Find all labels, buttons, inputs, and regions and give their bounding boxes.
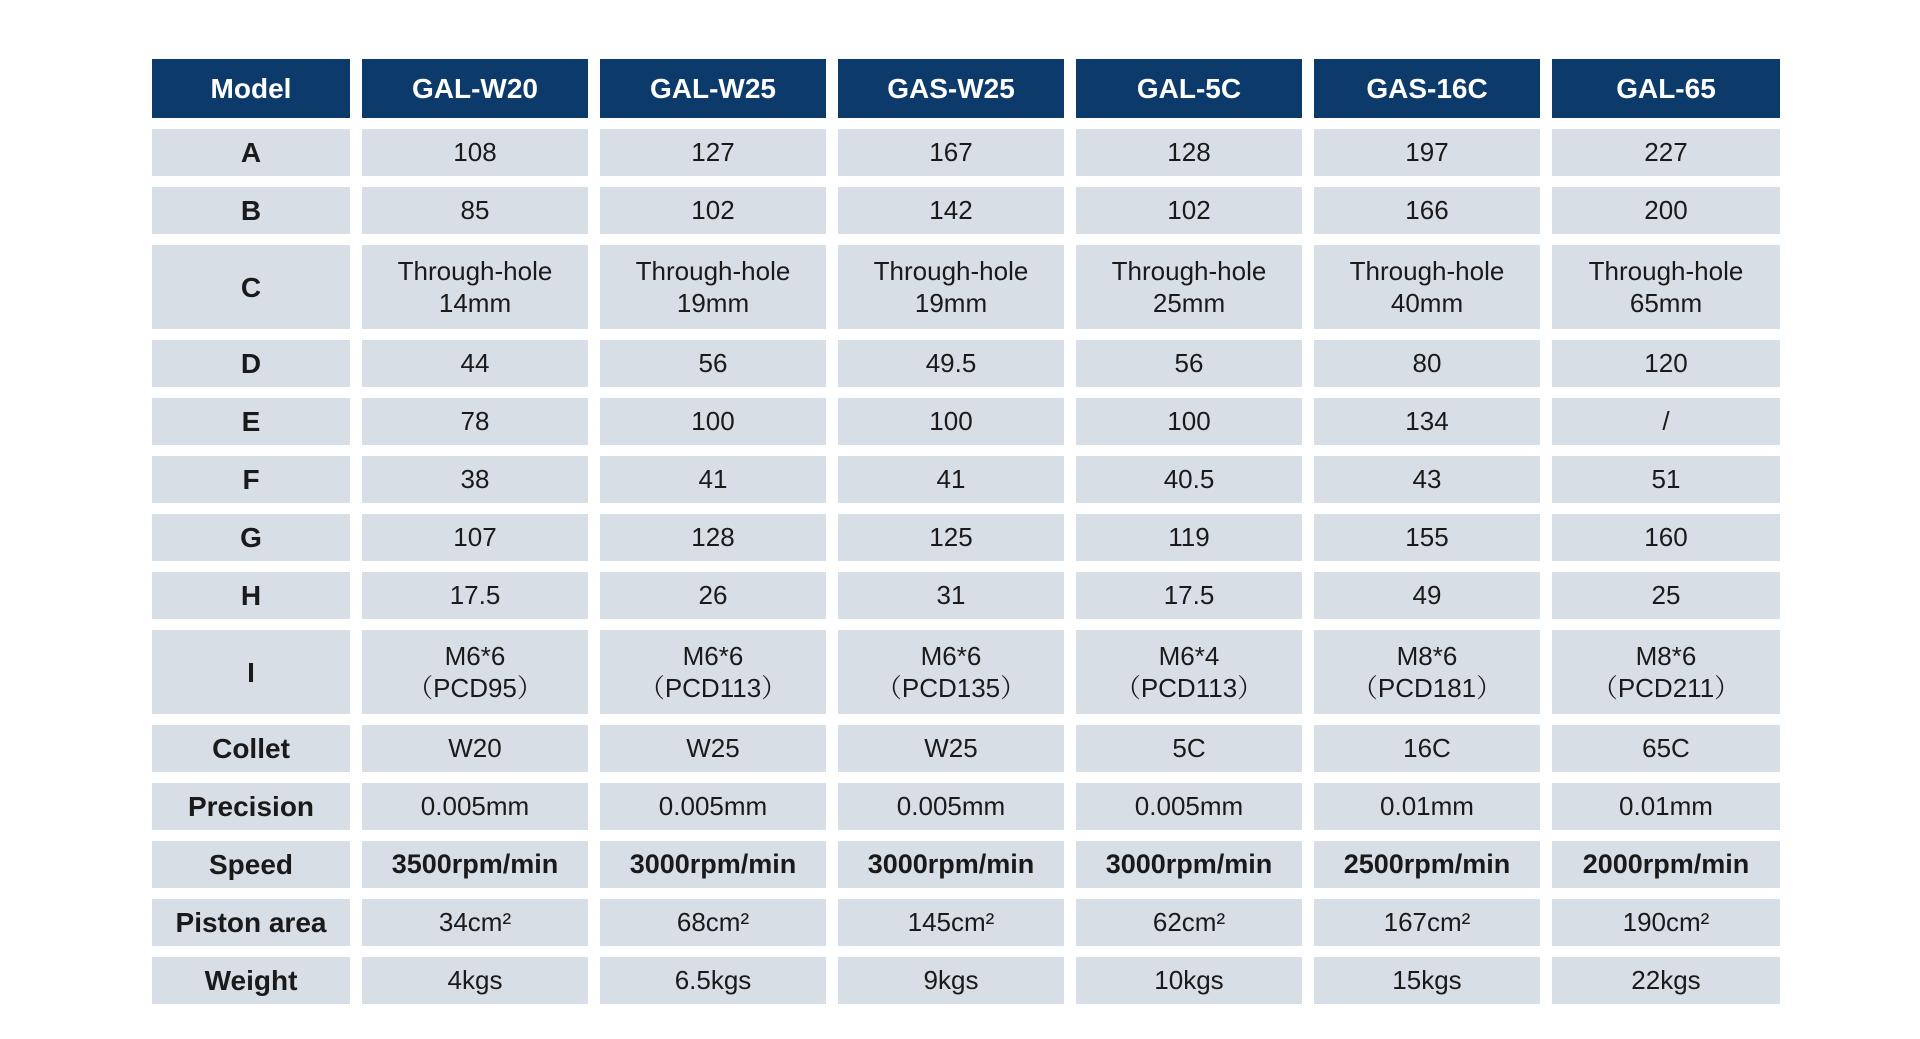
table-cell: Through-hole 65mm (1552, 245, 1780, 329)
row-label-i: I (152, 630, 350, 714)
table-cell: 85 (362, 187, 588, 234)
table-cell: M6*4 （PCD113） (1076, 630, 1302, 714)
table-cell: 3500rpm/min (362, 841, 588, 888)
table-cell: 102 (600, 187, 826, 234)
table-cell: 128 (600, 514, 826, 561)
table-cell: 108 (362, 129, 588, 176)
table-cell: 68cm² (600, 899, 826, 946)
table-cell: 197 (1314, 129, 1540, 176)
table-cell: 34cm² (362, 899, 588, 946)
header-cell-gal-65: GAL-65 (1552, 59, 1780, 118)
header-cell-gal-w20: GAL-W20 (362, 59, 588, 118)
table-cell: 166 (1314, 187, 1540, 234)
table-cell: Through-hole 19mm (600, 245, 826, 329)
table-cell: Through-hole 14mm (362, 245, 588, 329)
table-cell: 2500rpm/min (1314, 841, 1540, 888)
table-cell: 5C (1076, 725, 1302, 772)
table-cell: 0.005mm (600, 783, 826, 830)
table-cell: 41 (600, 456, 826, 503)
table-cell: 38 (362, 456, 588, 503)
spec-table (152, 59, 1780, 1004)
table-cell: Through-hole 40mm (1314, 245, 1540, 329)
table-cell: Through-hole 19mm (838, 245, 1064, 329)
table-cell: 80 (1314, 340, 1540, 387)
table-cell: 155 (1314, 514, 1540, 561)
table-cell: 22kgs (1552, 957, 1780, 1004)
table-cell: 9kgs (838, 957, 1064, 1004)
table-cell: M8*6 （PCD211） (1552, 630, 1780, 714)
table-cell: M6*6 （PCD95） (362, 630, 588, 714)
table-cell: 142 (838, 187, 1064, 234)
table-cell: 125 (838, 514, 1064, 561)
table-cell: 15kgs (1314, 957, 1540, 1004)
table-cell: 26 (600, 572, 826, 619)
table-cell: 3000rpm/min (1076, 841, 1302, 888)
table-cell: 0.01mm (1314, 783, 1540, 830)
table-cell: 100 (838, 398, 1064, 445)
table-cell: / (1552, 398, 1780, 445)
table-cell: 100 (600, 398, 826, 445)
header-cell-gal-5c: GAL-5C (1076, 59, 1302, 118)
header-cell-gas-w25: GAS-W25 (838, 59, 1064, 118)
table-cell: 167 (838, 129, 1064, 176)
table-cell: M8*6 （PCD181） (1314, 630, 1540, 714)
row-label-collet: Collet (152, 725, 350, 772)
table-cell: 31 (838, 572, 1064, 619)
row-label-b: B (152, 187, 350, 234)
table-cell: 16C (1314, 725, 1540, 772)
table-cell: Through-hole 25mm (1076, 245, 1302, 329)
header-cell-gal-w25: GAL-W25 (600, 59, 826, 118)
table-cell: 190cm² (1552, 899, 1780, 946)
table-cell: 17.5 (1076, 572, 1302, 619)
table-cell: 49.5 (838, 340, 1064, 387)
table-cell: M6*6 （PCD135） (838, 630, 1064, 714)
table-cell: 134 (1314, 398, 1540, 445)
table-cell: 17.5 (362, 572, 588, 619)
table-cell: 107 (362, 514, 588, 561)
table-cell: 10kgs (1076, 957, 1302, 1004)
table-cell: 128 (1076, 129, 1302, 176)
table-cell: 2000rpm/min (1552, 841, 1780, 888)
table-cell: 44 (362, 340, 588, 387)
header-cell-model: Model (152, 59, 350, 118)
row-label-d: D (152, 340, 350, 387)
table-cell: 0.005mm (838, 783, 1064, 830)
table-cell: M6*6 （PCD113） (600, 630, 826, 714)
table-cell: 51 (1552, 456, 1780, 503)
header-cell-gas-16c: GAS-16C (1314, 59, 1540, 118)
table-cell: 100 (1076, 398, 1302, 445)
table-cell: 62cm² (1076, 899, 1302, 946)
table-cell: 65C (1552, 725, 1780, 772)
table-cell: 78 (362, 398, 588, 445)
row-label-piston-area: Piston area (152, 899, 350, 946)
table-cell: 127 (600, 129, 826, 176)
table-cell: 3000rpm/min (838, 841, 1064, 888)
row-label-a: A (152, 129, 350, 176)
row-label-c: C (152, 245, 350, 329)
table-cell: W25 (600, 725, 826, 772)
table-cell: 160 (1552, 514, 1780, 561)
table-cell: 56 (600, 340, 826, 387)
row-label-f: F (152, 456, 350, 503)
table-cell: 0.01mm (1552, 783, 1780, 830)
table-cell: 227 (1552, 129, 1780, 176)
table-cell: 0.005mm (362, 783, 588, 830)
table-cell: 119 (1076, 514, 1302, 561)
table-cell: 167cm² (1314, 899, 1540, 946)
table-cell: W25 (838, 725, 1064, 772)
table-cell: 102 (1076, 187, 1302, 234)
table-cell: 43 (1314, 456, 1540, 503)
table-cell: 0.005mm (1076, 783, 1302, 830)
table-cell: 145cm² (838, 899, 1064, 946)
table-cell: 41 (838, 456, 1064, 503)
table-cell: 49 (1314, 572, 1540, 619)
row-label-speed: Speed (152, 841, 350, 888)
table-cell: 40.5 (1076, 456, 1302, 503)
table-cell: 3000rpm/min (600, 841, 826, 888)
row-label-precision: Precision (152, 783, 350, 830)
row-label-g: G (152, 514, 350, 561)
table-cell: 200 (1552, 187, 1780, 234)
table-cell: 4kgs (362, 957, 588, 1004)
table-cell: 25 (1552, 572, 1780, 619)
table-cell: W20 (362, 725, 588, 772)
table-cell: 120 (1552, 340, 1780, 387)
table-cell: 6.5kgs (600, 957, 826, 1004)
row-label-h: H (152, 572, 350, 619)
row-label-weight: Weight (152, 957, 350, 1004)
row-label-e: E (152, 398, 350, 445)
table-cell: 56 (1076, 340, 1302, 387)
